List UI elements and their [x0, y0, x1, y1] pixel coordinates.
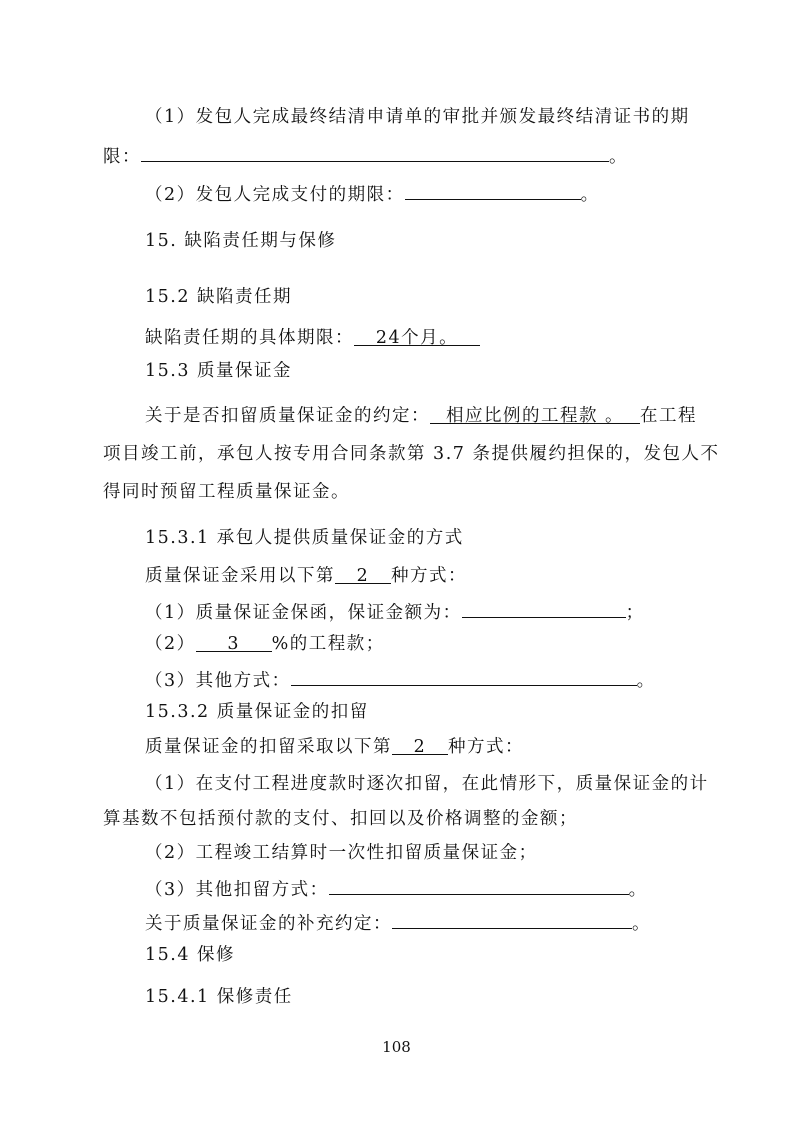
section-heading: 15.3.2 质量保证金的扣留: [145, 702, 369, 722]
paragraph-line: 得同时预留工程质量保证金。: [103, 482, 350, 502]
label-text: 。: [580, 185, 600, 205]
label-text: 质量保证金采用以下第: [145, 566, 335, 586]
paragraph-line: （1）在支付工程进度款时逐次扣留，在此情形下，质量保证金的计: [145, 774, 709, 794]
label-text: 种方式：: [448, 737, 524, 757]
label-text: 质量保证金的扣留采取以下第: [145, 737, 392, 757]
label-text: （3）其他方式：: [145, 671, 291, 691]
paragraph-line: [145, 325, 480, 351]
section-heading: 15.3 质量保证金: [145, 361, 293, 381]
paragraph-line: [145, 874, 648, 903]
paragraph-line: [145, 597, 645, 626]
blank-field[interactable]: [329, 874, 629, 895]
label-text: 在工程: [640, 406, 697, 426]
section-heading: 15.2 缺陷责任期: [145, 287, 293, 307]
blank-field[interactable]: [462, 597, 626, 618]
blank-field[interactable]: [392, 908, 632, 929]
paragraph-line: [145, 563, 467, 589]
paragraph-line: [145, 179, 600, 208]
section-heading: 15. 缺陷责任期与保修: [145, 231, 337, 251]
label-text: 种方式：: [391, 566, 467, 586]
label-text: ；: [625, 603, 645, 623]
section-heading: 15.4 保修: [145, 945, 236, 965]
paragraph-line: [145, 908, 651, 937]
label-text: 关于质量保证金的补充约定：: [145, 914, 392, 934]
label-text: （2）发包人完成支付的期限：: [145, 185, 405, 205]
label-text: （2）: [145, 634, 196, 654]
paragraph-line: 项目竣工前，承包人按专用合同条款第 3.7 条提供履约担保的，发包人不: [103, 444, 720, 464]
label-text: 。: [632, 914, 651, 934]
blank-field[interactable]: [141, 141, 609, 162]
label-text: %的工程款；: [271, 634, 385, 654]
filled-field[interactable]: 24个月。: [354, 325, 480, 346]
blank-field[interactable]: [405, 179, 581, 200]
label-text: 。: [636, 671, 656, 691]
filled-field[interactable]: 2: [392, 734, 448, 755]
paragraph-line: 算基数不包括预付款的支付、扣回以及价格调整的金额；: [103, 809, 578, 829]
label-text: 缺陷责任期的具体期限：: [145, 328, 354, 348]
label-text: （3）其他扣留方式：: [145, 880, 329, 900]
paragraph-line: [145, 734, 524, 760]
paragraph-line: [145, 403, 697, 429]
filled-field[interactable]: 相应比例的工程款 。: [430, 403, 640, 424]
label-text: 限：: [103, 147, 141, 167]
paragraph-line: [145, 631, 385, 657]
filled-field[interactable]: 3: [196, 631, 272, 652]
paragraph-line: [145, 665, 656, 694]
label-text: 关于是否扣留质量保证金的约定：: [145, 406, 430, 426]
label-text: 。: [628, 880, 648, 900]
label-text: （1）质量保证金保函，保证金额为：: [145, 603, 462, 623]
section-heading: 15.3.1 承包人提供质量保证金的方式: [145, 528, 464, 548]
filled-field[interactable]: 2: [335, 563, 391, 584]
paragraph-line: [103, 141, 628, 170]
page-number: 108: [382, 1038, 411, 1056]
paragraph-line: （2）工程竣工结算时一次性扣留质量保证金；: [145, 843, 538, 863]
blank-field[interactable]: [291, 665, 637, 686]
section-heading: 15.4.1 保修责任: [145, 987, 293, 1007]
paragraph-line: （1）发包人完成最终结清申请单的审批并颁发最终结清证书的期: [145, 107, 690, 127]
label-text: 。: [609, 147, 628, 167]
